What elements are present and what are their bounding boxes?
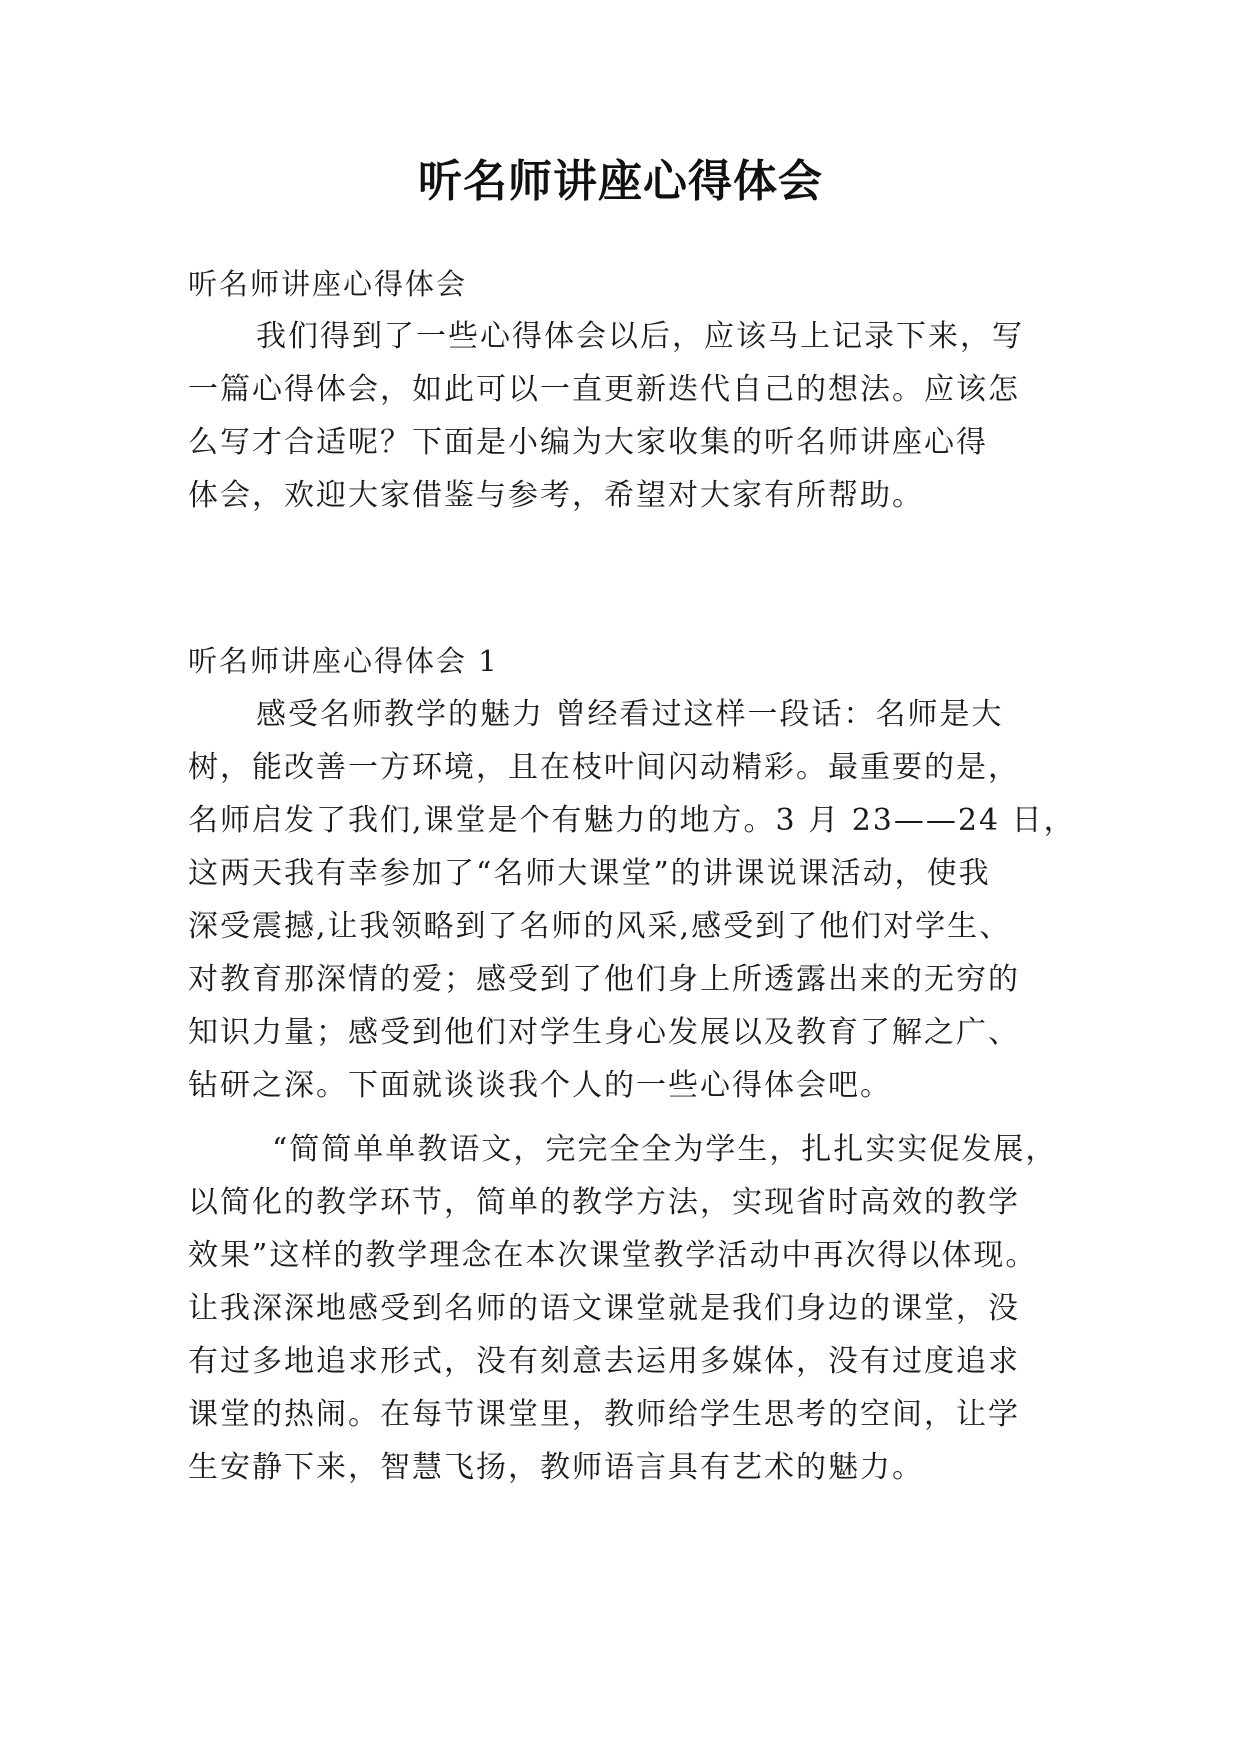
- paragraph-line: 课堂的热闹。在每节课堂里，教师给学生思考的空间，让学: [188, 1397, 1020, 1432]
- paragraph-line: 树，能改善一方环境，且在枝叶间闪动精彩。最重要的是，: [188, 750, 1020, 785]
- intro-line: 一篇心得体会，如此可以一直更新迭代自己的想法。应该怎: [188, 372, 1020, 407]
- paragraph-line: 知识力量；感受到他们对学生身心发展以及教育了解之广、: [188, 1015, 1020, 1050]
- paragraph-line: 生安静下来，智慧飞扬，教师语言具有艺术的魅力。: [188, 1450, 924, 1485]
- paragraph-line: 让我深深地感受到名师的语文课堂就是我们身边的课堂，没: [188, 1291, 1020, 1326]
- paragraph-line: 感受名师教学的魅力 曾经看过这样一段话：名师是大: [256, 697, 1004, 732]
- section-heading: 听名师讲座心得体会 1: [188, 644, 499, 678]
- paragraph-line: 对教育那深情的爱；感受到了他们身上所透露出来的无穷的: [188, 962, 1020, 997]
- paragraph-line: 钻研之深。下面就谈谈我个人的一些心得体会吧。: [188, 1068, 892, 1103]
- document-title: 听名师讲座心得体会: [418, 156, 823, 207]
- intro-line: 么写才合适呢？下面是小编为大家收集的听名师讲座心得: [188, 425, 988, 460]
- paragraph-line: 名师启发了我们,课堂是个有魅力的地方。3 月 23——24 日，: [188, 803, 1076, 838]
- intro-line: 体会，欢迎大家借鉴与参考，希望对大家有所帮助。: [188, 478, 924, 513]
- intro-line: 我们得到了一些心得体会以后，应该马上记录下来，写: [256, 319, 1024, 354]
- paragraph-line: 深受震撼,让我领略到了名师的风采,感受到了他们对学生、: [188, 909, 1012, 944]
- paragraph-line: 有过多地追求形式，没有刻意去运用多媒体，没有过度追求: [188, 1344, 1020, 1379]
- paragraph-line: 效果”这样的教学理念在本次课堂教学活动中再次得以体现。: [188, 1238, 1038, 1273]
- paragraph-line: 这两天我有幸参加了“名师大课堂”的讲课说课活动，使我: [188, 856, 991, 891]
- intro-heading: 听名师讲座心得体会: [188, 267, 468, 301]
- paragraph-line: “简简单单教语文，完完全全为学生，扎扎实实促发展，: [272, 1132, 1058, 1167]
- paragraph-line: 以简化的教学环节，简单的教学方法，实现省时高效的教学: [188, 1185, 1020, 1220]
